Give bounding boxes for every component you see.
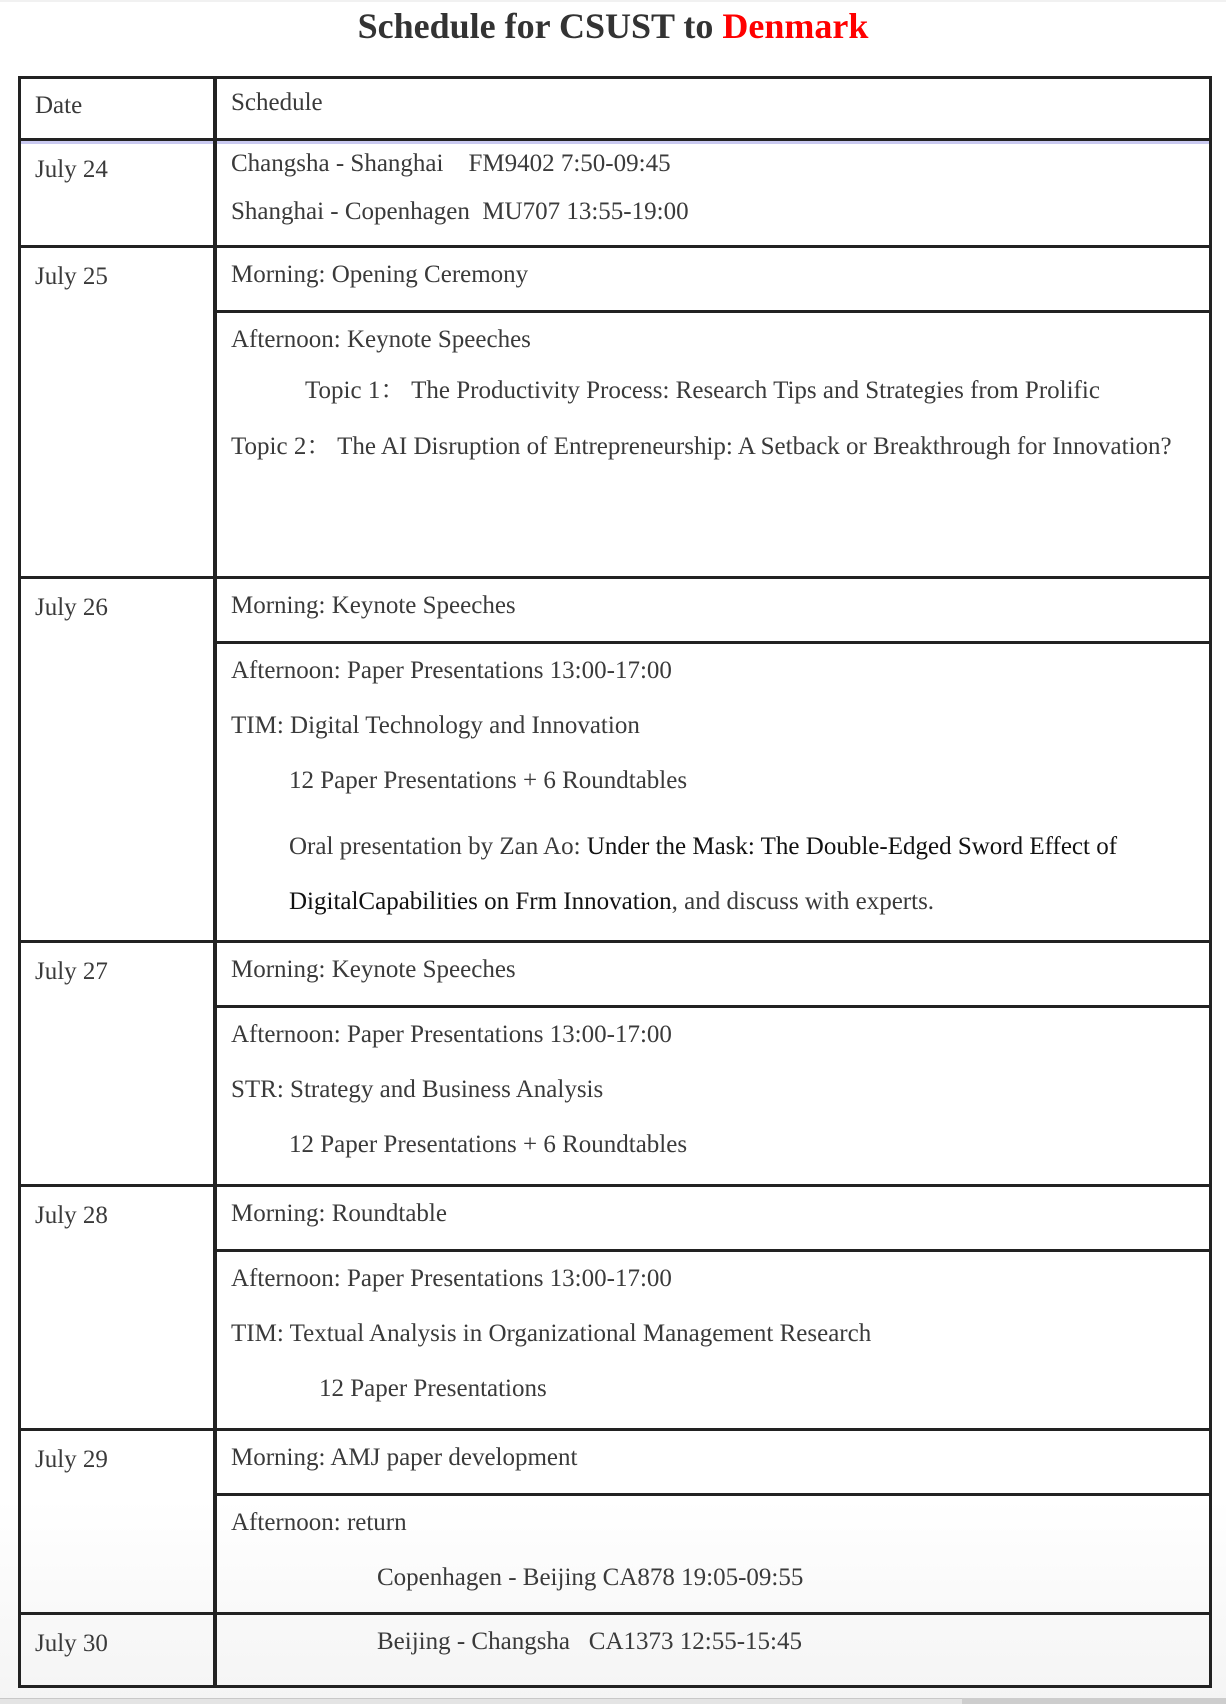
morning-block bbox=[217, 579, 1209, 641]
track-line: TIM: Textual Analysis in Organizational Management Research bbox=[231, 1320, 872, 1347]
morning-line: Morning: Roundtable bbox=[231, 1200, 447, 1227]
afternoon-block bbox=[217, 1005, 1209, 1184]
flight-line: Copenhagen - Beijing CA878 19:05-09:55 bbox=[377, 1564, 804, 1591]
topic-line: Topic 2： The AI Disruption of Entrepreneurship: A Setback or Breakthrough for Innovation? bbox=[231, 433, 1172, 460]
morning-line: Morning: Opening Ceremony bbox=[231, 261, 529, 288]
afternoon-line: Afternoon: Paper Presentations 13:00-17:00 bbox=[231, 1265, 672, 1292]
schedule-block bbox=[217, 1615, 1209, 1680]
scrollbar-thumb[interactable] bbox=[0, 1698, 962, 1704]
schedule-block bbox=[217, 141, 1209, 243]
topic-line: Topic 1： The Productivity Process: Research Tips and Strategies from Prolific bbox=[305, 377, 1100, 404]
date-cell: July 24 bbox=[21, 141, 217, 245]
table-header-row bbox=[21, 79, 1209, 138]
flight-line: Changsha - Shanghai FM9402 7:50-09:45 bbox=[231, 150, 671, 177]
table-row bbox=[21, 138, 1209, 245]
date-cell: July 25 bbox=[21, 248, 217, 576]
table-row bbox=[21, 576, 1209, 940]
table-row bbox=[21, 940, 1209, 1184]
title-destination: Denmark bbox=[722, 6, 869, 46]
title-prefix: Schedule for CSUST to bbox=[357, 6, 723, 46]
afternoon-block bbox=[217, 641, 1209, 940]
table-row bbox=[21, 1184, 1209, 1428]
morning-line: Morning: AMJ paper development bbox=[231, 1444, 578, 1471]
morning-block bbox=[217, 943, 1209, 1005]
oral-intro: Oral presentation by Zan Ao: bbox=[289, 833, 587, 860]
table-row bbox=[21, 245, 1209, 576]
flight-line: Beijing - Changsha CA1373 12:55-15:45 bbox=[377, 1628, 802, 1655]
count-line: 12 Paper Presentations + 6 Roundtables bbox=[289, 1131, 688, 1158]
track-line: TIM: Digital Technology and Innovation bbox=[231, 712, 640, 739]
date-cell: July 30 bbox=[21, 1615, 217, 1685]
count-line: 12 Paper Presentations + 6 Roundtables bbox=[289, 767, 688, 794]
afternoon-line: Afternoon: Paper Presentations 13:00-17:00 bbox=[231, 1021, 672, 1048]
oral-outro: , and discuss with experts. bbox=[671, 888, 935, 915]
schedule-table bbox=[18, 76, 1212, 1688]
track-line: STR: Strategy and Business Analysis bbox=[231, 1076, 604, 1103]
afternoon-line: Afternoon: return bbox=[231, 1509, 407, 1536]
table-row bbox=[21, 1428, 1209, 1612]
afternoon-line: Afternoon: Keynote Speeches bbox=[231, 326, 531, 353]
morning-block bbox=[217, 1187, 1209, 1249]
morning-line: Morning: Keynote Speeches bbox=[231, 592, 516, 619]
date-cell: July 27 bbox=[21, 943, 217, 1184]
paper-title: Under the Mask: The Double-Edged Sword Effect of DigitalCapabilities on Frm Innovation bbox=[289, 833, 1118, 915]
morning-block bbox=[217, 248, 1209, 310]
morning-block bbox=[217, 1431, 1209, 1493]
flight-line: Shanghai - Copenhagen MU707 13:55-19:00 bbox=[231, 198, 689, 225]
date-cell: July 28 bbox=[21, 1187, 217, 1428]
header-schedule: Schedule bbox=[231, 89, 323, 116]
oral-presentation bbox=[231, 819, 1197, 937]
afternoon-block bbox=[217, 1249, 1209, 1428]
afternoon-line: Afternoon: Paper Presentations 13:00-17:00 bbox=[231, 657, 672, 684]
table-row bbox=[21, 1612, 1209, 1685]
afternoon-block bbox=[217, 310, 1209, 576]
morning-line: Morning: Keynote Speeches bbox=[231, 956, 516, 983]
count-line: 12 Paper Presentations bbox=[319, 1375, 547, 1402]
date-cell: July 26 bbox=[21, 579, 217, 940]
header-date: Date bbox=[21, 79, 217, 138]
afternoon-block bbox=[217, 1493, 1209, 1616]
date-cell: July 29 bbox=[21, 1431, 217, 1612]
page-title bbox=[0, 2, 1226, 50]
